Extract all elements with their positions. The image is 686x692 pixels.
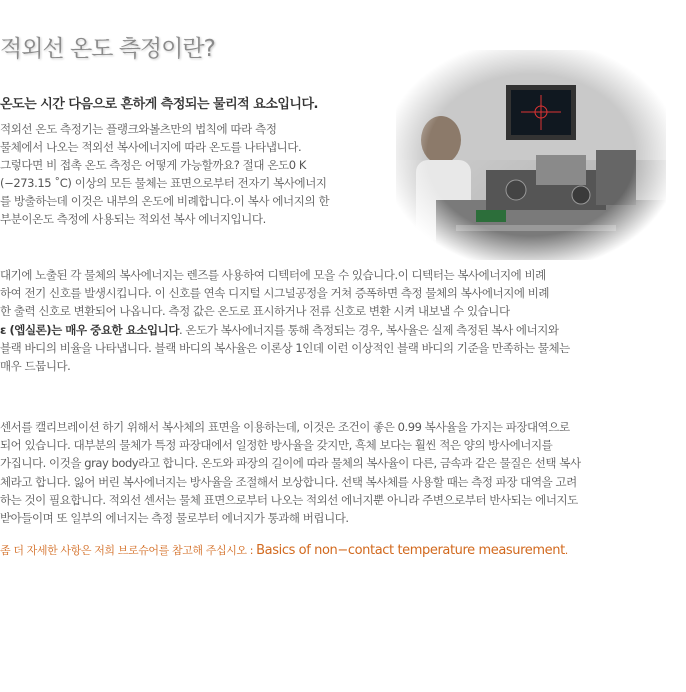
intro-line: 를 방출하는데 이것은 내부의 온도에 비례합니다.이 복사 에너지의 한 — [0, 194, 330, 208]
paragraph-line: 대기에 노출된 각 물체의 복사에너지는 렌즈를 사용하여 디텍터에 모을 수 있습니다.이 디텍터는 복사에너지에 비례 — [0, 268, 546, 282]
emissivity-rest: . 온도가 복사에너지를 통해 측정되는 경우, 복사율은 실제 측정된 복사 에너지와 — [179, 322, 559, 337]
paragraph-line: 받아들이며 또 일부의 에너지는 측정 물로부터 에너지가 통과해 버립니다. — [0, 511, 349, 526]
intro-paragraph — [0, 120, 390, 228]
intro-line: (−273.15 ˚C) 이상의 모든 물체는 표면으로부터 전자기 복사에너지 — [0, 176, 327, 190]
section-subtitle: 온도는 시간 다음으로 흔하게 측정되는 물리적 요소입니다. — [0, 97, 318, 112]
brochure-link[interactable]: Basics of non−contact temperature measurement — [256, 543, 565, 558]
intro-line: 부분이온도 측정에 사용되는 적외선 복사 에너지입니다. — [0, 212, 266, 226]
paragraph-line: 되어 있습니다. 대부분의 물체가 특정 파장대에서 일정한 방사율을 갖지만, 흑체 보다는 훨씬 적은 양의 방사에너지를 — [0, 438, 553, 453]
paragraph-line: 체라고 합니다. 잃어 버린 복사에너지는 방사율을 조절해서 보상합니다. 선택 복사체를 사용할 때는 측정 파장 대역을 고려 — [0, 474, 577, 489]
paragraph-line: 센서를 캘리브레이션 하기 위해서 복사체의 표면을 이용하는데, 이것은 조건이 좋은 0.99 복사율을 가지는 파장대역으로 — [0, 420, 570, 434]
paragraph-line: 가집니다. 이것을 gray body라고 합니다. 온도와 파장의 길이에 따라 물체의 복사율이 다른, 금속과 같은 물질은 선택 복사 — [0, 456, 581, 471]
intro-line: 물체에서 나오는 적외선 복사에너지에 따라 온도를 나타냅니다. — [0, 140, 302, 154]
intro-line: 적외선 온도 측정기는 플랭크와볼츠만의 법칙에 따라 측정 — [0, 122, 277, 136]
brochure-note-suffix: . — [564, 544, 568, 557]
lab-equipment-photo — [396, 50, 666, 260]
paragraph-line: 매우 드뭅니다. — [0, 359, 71, 374]
paragraph-line: 하여 전기 신호를 발생시킵니다. 이 신호를 연속 디지털 시그널공정을 거쳐 증폭하면 측정 물체의 복사에너지에 비례 — [0, 286, 550, 301]
calibration-paragraph — [0, 418, 640, 527]
intro-line: 그렇다면 비 접촉 온도 측정은 어떻게 가능할까요? 절대 온도0 K — [0, 158, 307, 172]
detector-paragraph — [0, 266, 640, 375]
brochure-note-text: 좀 더 자세한 사항은 저희 브로슈어를 참고해 주십시오 : — [0, 544, 257, 557]
brochure-note — [0, 542, 568, 558]
paragraph-line: 한 출력 신호로 변환되어 나옵니다. 측정 값은 온도로 표시하거나 전류 신호로 변환 시켜 내보낼 수 있습니다 — [0, 304, 510, 319]
paragraph-line: 하는 것이 필요합니다. 적외선 센서는 물체 표면으로부터 나오는 적외선 에너지뿐 아니라 주변으로부터 반사되는 에너지도 — [0, 492, 578, 507]
emissivity-bold: ε (엡실론)는 매우 중요한 요소입니다 — [0, 322, 180, 337]
paragraph-line: 블랙 바디의 비율을 나타냅니다. 블랙 바디의 복사율은 이론상 1인데 이런 이상적인 블랙 바디의 기준을 만족하는 물체는 — [0, 340, 570, 355]
page-title: 적외선 온도 측정이란? — [0, 36, 215, 62]
emissivity-line — [0, 321, 640, 339]
